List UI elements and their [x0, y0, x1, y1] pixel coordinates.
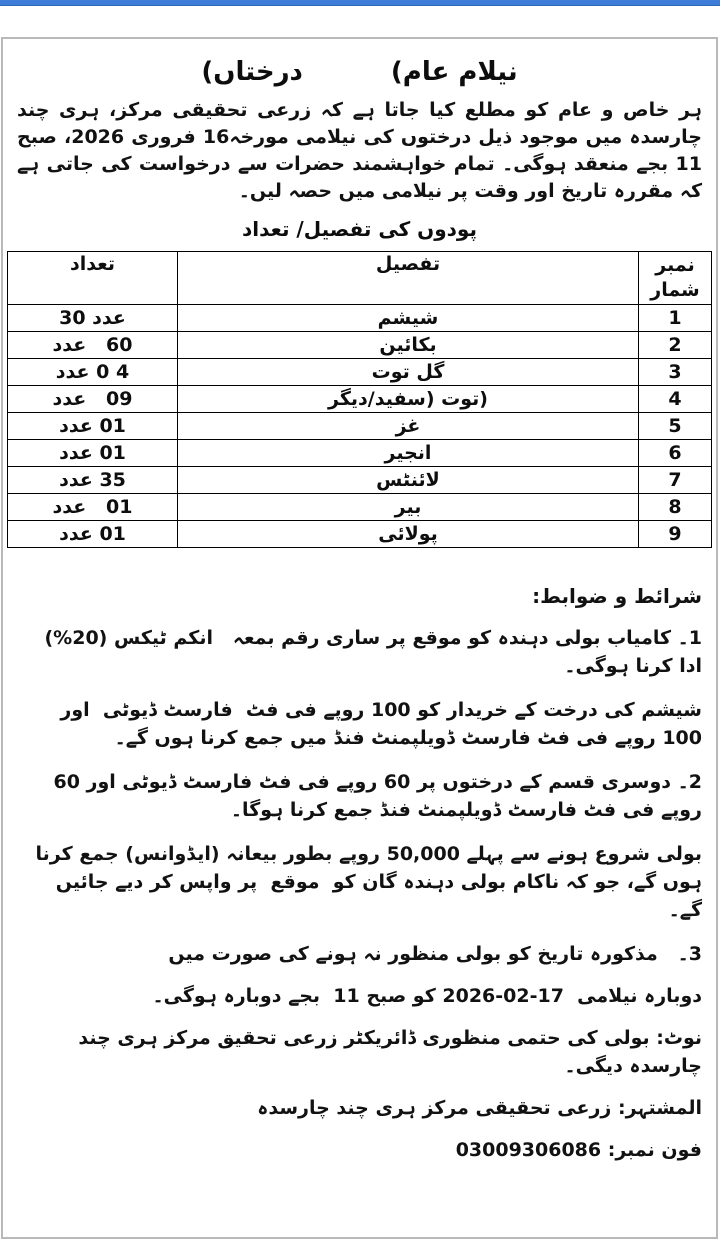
cell-detail: لائنٹس	[178, 467, 639, 494]
cell-detail: غز	[178, 413, 639, 440]
qty-value: 01 عدد	[59, 442, 126, 464]
qty-value: 4 0 عدد	[55, 361, 130, 383]
header-serial-number: نمبر شمار	[639, 252, 712, 305]
cell-sno: 5	[639, 413, 712, 440]
qty-value: 01 عدد	[59, 415, 126, 437]
publisher-line: المشتہر: زرعی تحقیقی مرکز ہری چند چارسدہ	[257, 1097, 702, 1119]
term-reauction-condition: 3۔ مذکورہ تاریخ کو بولی منظور نہ ہونے کی صورت میں	[168, 943, 702, 965]
table-row	[8, 440, 712, 467]
term-advance-deposit: بولی شروع ہونے سے پہلے 50,000 روپے بطور بیعانہ (ایڈوانس) جمع کرنا ہوں گے، جو کہ ناکام بولی دہندہ گان کو موقع پر واپس کر دیے جائیں گے۔	[28, 843, 702, 921]
table-row	[8, 386, 712, 413]
cell-detail: بکائین	[178, 332, 639, 359]
cell-sno: 9	[639, 521, 712, 548]
cell-detail: پولائی	[178, 521, 639, 548]
cell-detail: گل توت	[178, 359, 639, 386]
cell-qty	[8, 467, 178, 494]
note-line: نوٹ: بولی کی حتمی منظوری ڈائریکٹر زرعی تحقیق مرکز ہری چند چارسدہ دیگی۔	[71, 1027, 702, 1077]
cell-qty	[8, 359, 178, 386]
qty-value: 01 عدد	[52, 496, 133, 518]
qty-value: 35 عدد	[59, 469, 126, 491]
cell-qty	[8, 440, 178, 467]
cell-sno: 2	[639, 332, 712, 359]
cell-detail: شیشم	[178, 305, 639, 332]
cell-qty	[8, 332, 178, 359]
cell-qty	[8, 305, 178, 332]
cell-qty	[8, 413, 178, 440]
qty-value: 60 عدد	[52, 334, 133, 356]
cell-qty	[8, 521, 178, 548]
phone-number-line: فون نمبر: 03009306086	[455, 1139, 702, 1161]
table-header-row	[8, 252, 712, 305]
reauction-date-line: دوبارہ نیلامی 17-02-2026 کو صبح 11 بجے دوبارہ ہوگی۔	[152, 985, 702, 1007]
cell-sno: 3	[639, 359, 712, 386]
cell-detail: (توت (سفید/دیگر	[178, 386, 639, 413]
cell-detail: بیر	[178, 494, 639, 521]
cell-qty	[8, 494, 178, 521]
table-row	[8, 521, 712, 548]
qty-value: 30 عدد	[59, 307, 126, 329]
title-right-group: (نیلام عام	[390, 57, 518, 87]
terms-section	[3, 584, 716, 1164]
table-row	[8, 359, 712, 386]
table-row	[8, 332, 712, 359]
document-page	[1, 37, 718, 1239]
table-row	[8, 305, 712, 332]
header-detail: تفصیل	[178, 252, 639, 305]
plants-table	[7, 251, 712, 548]
title-left-group: (درختاں	[201, 57, 303, 87]
terms-heading: شرائط و ضوابط:	[532, 584, 702, 608]
header-quantity: تعداد	[8, 252, 178, 305]
cell-sno: 7	[639, 467, 712, 494]
term-income-tax: 1۔ کامیاب بولی دہندہ کو موقع پر ساری رقم بمعہ انکم ٹیکس (20%) ادا کرنا ہوگی۔	[37, 627, 702, 677]
qty-value: 01 عدد	[59, 523, 126, 545]
cell-qty	[8, 386, 178, 413]
qty-value: 09 عدد	[52, 388, 133, 410]
document-title	[3, 57, 716, 87]
cell-sno: 1	[639, 305, 712, 332]
table-row	[8, 494, 712, 521]
table-title: پودوں کی تفصیل/ تعداد	[242, 217, 477, 241]
table-row	[8, 413, 712, 440]
app-top-bar	[0, 0, 720, 6]
intro-paragraph: ہر خاص و عام کو مطلع کیا جاتا ہے کہ زرعی تحقیقی مرکز، ہری چند چارسدہ میں موجود ذیل درختوں کی نیلامی مورخہ16 فروری 2026، صبح 11 بجے منعقد ہوگی۔ تمام خواہشمند حضرات سے درخواست کی جاتی ہے کہ مقررہ تاریخ اور وقت پر نیلامی میں حصہ لیں۔	[17, 99, 702, 202]
cell-sno: 8	[639, 494, 712, 521]
table-row	[8, 467, 712, 494]
term-other-trees-duty: 2۔ دوسری قسم کے درختوں پر 60 روپے فی فٹ فارسٹ ڈیوٹی اور 60 روپے فی فٹ فارسٹ ڈویلپمنٹ فنڈ جمع کرنا ہوگا۔	[46, 771, 702, 821]
cell-detail: انجیر	[178, 440, 639, 467]
term-sheesham-duty: شیشم کی درخت کے خریدار کو 100 روپے فی فٹ فارسٹ ڈیوٹی اور 100 روپے فی فٹ فارسٹ ڈویلپمنٹ فنڈ میں جمع کرنا ہوں گے۔	[53, 699, 702, 749]
cell-sno: 4	[639, 386, 712, 413]
cell-sno: 6	[639, 440, 712, 467]
